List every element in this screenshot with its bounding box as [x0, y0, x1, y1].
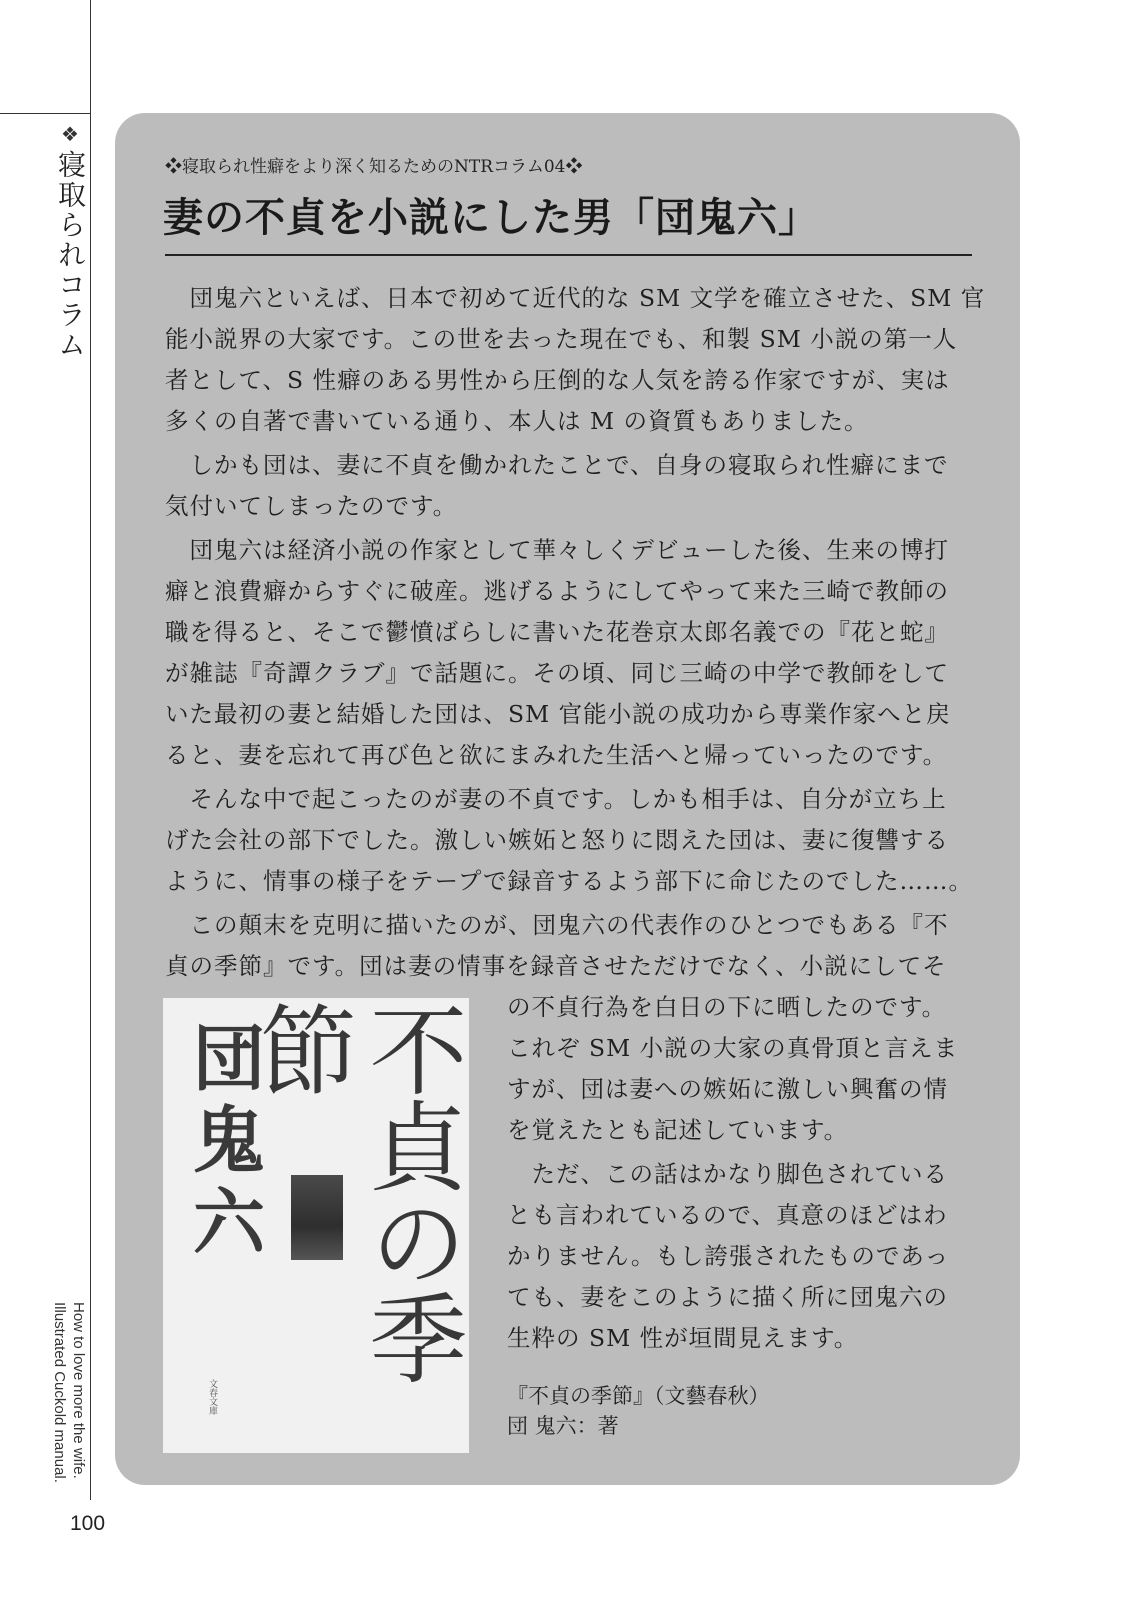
body-line: いた最初の妻と結婚した団は、SM 官能小説の成功から専業作家へと戻: [165, 700, 951, 728]
margin-rule-horizontal: [0, 113, 91, 114]
body-line: 生粋の SM 性が垣間見えます。: [507, 1324, 859, 1352]
body-line: かりません。もし誇張されたものであっ: [507, 1242, 950, 1270]
title-underline: [165, 254, 972, 256]
body-line: この顛末を克明に描いたのが、団鬼六の代表作のひとつでもある『不: [165, 911, 949, 939]
tagline-line-1: How to love more the wife.: [70, 1302, 87, 1479]
body-line: 気付いてしまったのです。: [165, 492, 458, 520]
body-line: とも言われているので、真意のほどはわ: [507, 1201, 948, 1229]
book-tagline: [50, 1302, 88, 1492]
body-line: げた会社の部下でした。激しい嫉妬と怒りに悶えた団は、妻に復讐する: [165, 826, 949, 854]
cover-photo: [291, 1175, 343, 1260]
body-line: 能小説界の大家です。この世を去った現在でも、和製 SM 小説の第一人: [165, 325, 958, 353]
book-cover-image: [163, 998, 469, 1453]
body-line: 癖と浪費癖からすぐに破産。逃げるようにしてやって来た三崎で教師の: [165, 577, 949, 605]
body-line: 貞の季節』です。団は妻の情事を録音させただけでなく、小説にしてそ: [165, 952, 947, 980]
cover-author: 団鬼六: [181, 1020, 265, 1266]
body-line: そんな中で起こったのが妻の不貞です。しかも相手は、自分が立ち上: [165, 785, 947, 813]
body-line: ただ、この話はかなり脚色されている: [507, 1160, 948, 1188]
body-line: 者として、S 性癖のある男性から圧倒的な人気を誇る作家ですが、実は: [165, 366, 950, 394]
tagline-line-2: Illustrated Cuckold manual.: [51, 1302, 68, 1483]
body-line: 団鬼六といえば、日本で初めて近代的な SM 文学を確立させた、SM 官: [165, 284, 986, 312]
margin-rule-vertical: [90, 0, 91, 1500]
column-kicker: ❖寝取られ性癖をより深く知るためのNTRコラム04❖: [165, 157, 583, 177]
body-line: 団鬼六は経済小説の作家として華々しくデビューした後、生来の博打: [165, 536, 949, 564]
body-line: 多くの自著で書いている通り、本人は M の資質もありました。: [165, 407, 869, 435]
body-line: を覚えたとも記述しています。: [507, 1116, 849, 1144]
body-line: が雑誌『奇譚クラブ』で話題に。その頃、同じ三崎の中学で教師をして: [165, 659, 949, 687]
book-caption-author: 団 鬼六：著: [507, 1414, 619, 1438]
book-caption-title: 『不貞の季節』（文藝春秋）: [507, 1384, 770, 1408]
section-title-vertical: 寝取られコラム: [54, 150, 87, 360]
body-line: しかも団は、妻に不貞を働かれたことで、自身の寝取られ性癖にまで: [165, 451, 949, 479]
cover-title: 不貞の季節: [243, 1000, 467, 1384]
body-line: すが、団は妻への嫉妬に激しい興奮の情: [507, 1075, 948, 1103]
cover-publisher: 文春文庫: [207, 1379, 217, 1415]
page-number: 100: [70, 1512, 106, 1535]
body-line: ても、妻をこのように描く所に団鬼六の: [507, 1283, 948, 1311]
body-line: 職を得ると、そこで鬱憤ばらしに書いた花巻京太郎名義での『花と蛇』: [165, 618, 949, 646]
body-line: ように、情事の様子をテープで録音するよう部下に命じたのでした……。: [165, 867, 974, 895]
body-line: の不貞行為を白日の下に晒したのです。: [507, 993, 947, 1021]
body-line: ると、妻を忘れて再び色と欲にまみれた生活へと帰っていったのです。: [165, 741, 948, 769]
column-title: 妻の不貞を小説にした男「団鬼六」: [163, 195, 819, 241]
body-line: これぞ SM 小説の大家の真骨頂と言えま: [507, 1034, 959, 1062]
diamond-icon: ❖: [61, 122, 79, 146]
